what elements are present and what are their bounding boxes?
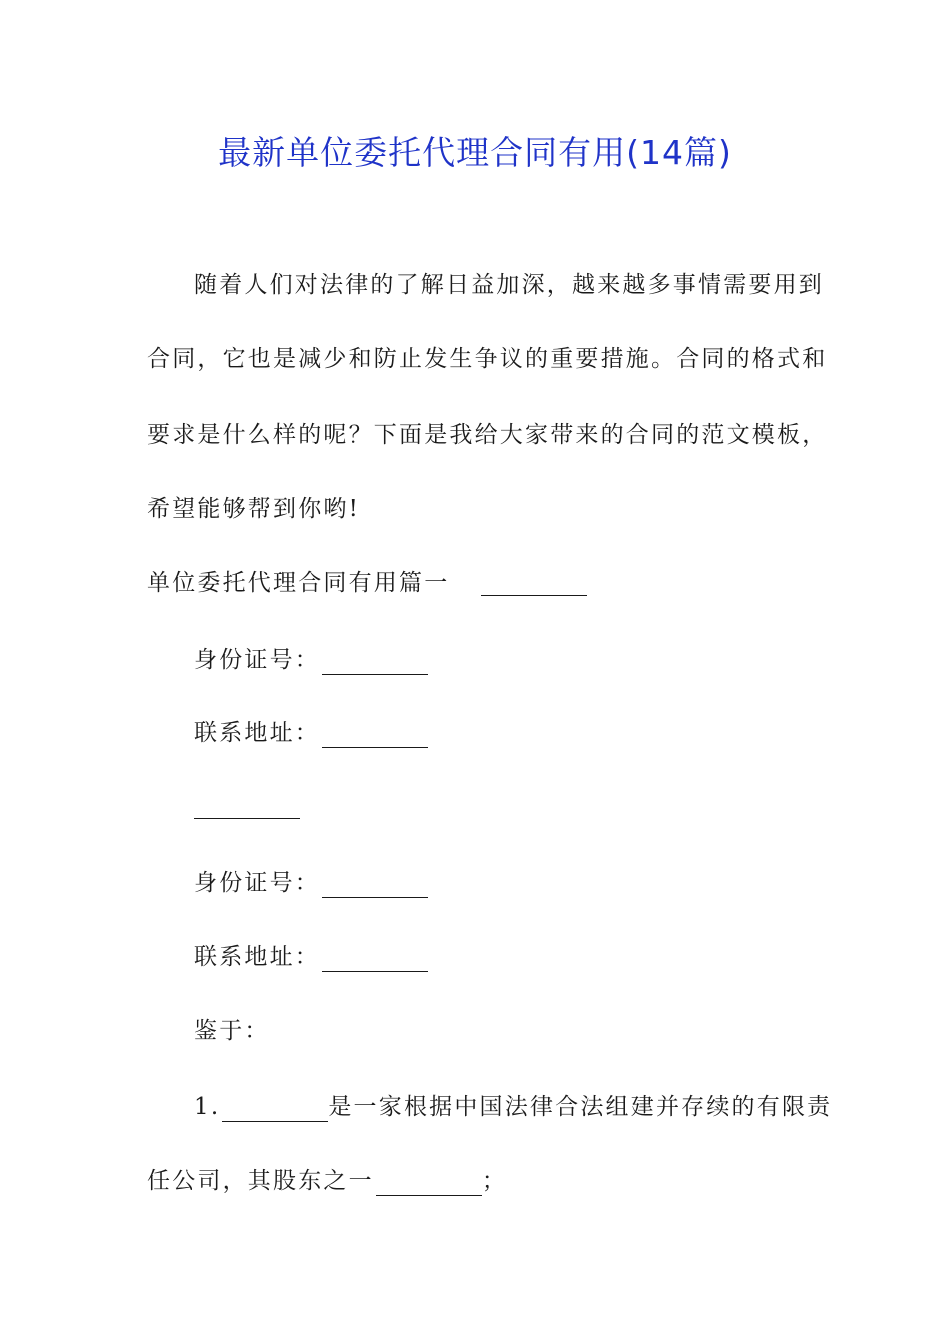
clause-end-punctuation: ； [481,1168,508,1194]
blank-field [222,1099,328,1122]
address-label: 联系地址： [194,944,320,970]
clause-text: 任公司，其股东之一 [147,1168,374,1194]
clause-1-line-1 [194,1092,832,1122]
party-a-address-row [194,718,428,748]
intro-line-4: 希望能够帮到你哟! [147,496,361,522]
id-number-label: 身份证号： [194,647,320,673]
blank-field [322,949,428,972]
address-label: 联系地址： [194,720,320,746]
party-b-address-row [194,942,428,972]
section-heading: 单位委托代理合同有用篇一 [147,570,450,596]
party-b-id-row [194,868,428,898]
blank-field [322,875,428,898]
intro-line-2: 合同，它也是减少和防止发生争议的重要措施。合同的格式和 [147,346,828,372]
blank-field [322,725,428,748]
blank-field [481,573,587,596]
blank-field [322,652,428,675]
id-number-label: 身份证号： [194,870,320,896]
blank-field [376,1173,482,1196]
clause-text: 是一家根据中国法律合法组建并存续的有限责 [328,1094,833,1120]
clause-number: 1. [194,1094,221,1120]
intro-line-1: 随着人们对法律的了解日益加深，越来越多事情需要用到 [194,272,824,298]
party-a-id-row [194,645,428,675]
document-title: 最新单位委托代理合同有用(14篇) [218,133,732,172]
whereas-label: 鉴于： [194,1018,270,1044]
clause-1-line-2 [147,1166,507,1196]
blank-field [194,796,300,819]
intro-line-3: 要求是什么样的呢？下面是我给大家带来的合同的范文模板， [147,422,828,448]
